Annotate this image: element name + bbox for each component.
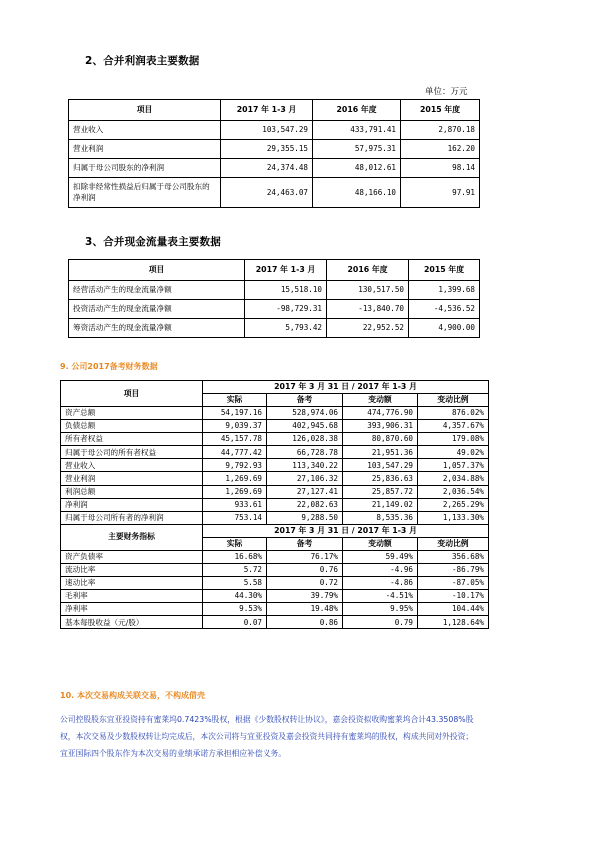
cell-value: 21,951.36: [343, 446, 418, 459]
cell-value: 54,197.16: [203, 407, 267, 420]
col-header-2017q1: 2017 年 1-3 月: [221, 100, 313, 121]
row-label: 扣除非经常性损益后归属于母公司股东的净利润: [69, 178, 221, 208]
cell-value: -13,840.70: [327, 300, 409, 319]
cell-value: 0.07: [203, 616, 267, 629]
cell-value: 753.14: [203, 511, 267, 524]
col-header-proforma: 备考: [267, 394, 343, 407]
cell-value: 393,906.31: [343, 420, 418, 433]
row-label: 净利润: [61, 498, 203, 511]
cell-value: 4,900.00: [409, 319, 480, 338]
table-row: [61, 563, 489, 576]
cell-value: 24,463.07: [221, 178, 313, 208]
row-label: 基本每股收益（元/股）: [61, 616, 203, 629]
col-header-item: 项目: [69, 260, 245, 281]
cell-value: 2,870.18: [401, 121, 480, 140]
col-header-item: 项目: [69, 100, 221, 121]
row-label: 归属于母公司的所有者权益: [61, 446, 203, 459]
col-header-indicator: 主要财务指标: [61, 524, 203, 550]
table-header-row: [61, 524, 489, 537]
cell-value: 356.68%: [418, 550, 489, 563]
row-label: 归属于母公司股东的净利润: [69, 159, 221, 178]
col-header-2015: 2015 年度: [409, 260, 480, 281]
col-header-proforma: 备考: [267, 537, 343, 550]
cell-value: 44,777.42: [203, 446, 267, 459]
table-row: [69, 178, 480, 208]
table-row: [61, 407, 489, 420]
paragraph-line: 宜亚国际四个股东作为本次交易的业绩承诺方承担相应补偿义务。: [60, 749, 287, 758]
cell-value: 22,952.52: [327, 319, 409, 338]
cell-value: 5.72: [203, 563, 267, 576]
table-row: [61, 590, 489, 603]
row-label: 资产负债率: [61, 550, 203, 563]
row-label: 流动比率: [61, 563, 203, 576]
cell-value: 9,039.37: [203, 420, 267, 433]
cell-value: 0.72: [267, 577, 343, 590]
cell-value: -98,729.31: [245, 300, 327, 319]
row-label: 利润总额: [61, 485, 203, 498]
table-row: [61, 446, 489, 459]
col-header-2015: 2015 年度: [401, 100, 480, 121]
cell-value: 2,034.88%: [418, 472, 489, 485]
cell-value: 25,857.72: [343, 485, 418, 498]
table-header-row: [69, 260, 480, 281]
col-header-change-ratio: 变动比例: [418, 394, 489, 407]
cell-value: 126,028.38: [267, 433, 343, 446]
row-label: 营业收入: [61, 459, 203, 472]
col-header-change: 变动额: [343, 394, 418, 407]
cell-value: 1,128.64%: [418, 616, 489, 629]
col-header-actual: 实际: [203, 537, 267, 550]
cell-value: 39.79%: [267, 590, 343, 603]
section3-title: 3、合并现金流量表主要数据: [85, 236, 221, 248]
row-label: 速动比率: [61, 577, 203, 590]
cell-value: 66,728.78: [267, 446, 343, 459]
cell-value: 9.53%: [203, 603, 267, 616]
table-row: [61, 433, 489, 446]
cell-value: 27,127.41: [267, 485, 343, 498]
cell-value: 57,975.31: [313, 140, 401, 159]
cell-value: 179.08%: [418, 433, 489, 446]
row-label: 经营活动产生的现金流量净额: [69, 281, 245, 300]
cell-value: 1,399.68: [409, 281, 480, 300]
cell-value: 45,157.78: [203, 433, 267, 446]
cell-value: 5.58: [203, 577, 267, 590]
cell-value: 9,792.93: [203, 459, 267, 472]
cell-value: 162.20: [401, 140, 480, 159]
cell-value: 22,082.63: [267, 498, 343, 511]
table-row: [61, 498, 489, 511]
col-header-change-ratio: 变动比例: [418, 537, 489, 550]
paragraph-line: 权，本次交易及少数股权转让均完成后，本次公司将与宜亚投资及嘉会投资共同持有蜜莱坞的股权，构成共同对外投资；: [60, 732, 474, 741]
table-row: [69, 300, 480, 319]
table-row: [69, 159, 480, 178]
table-row: [69, 140, 480, 159]
table-row: [69, 121, 480, 140]
cell-value: 130,517.50: [327, 281, 409, 300]
col-header-item: 项目: [61, 381, 203, 407]
unit-label: 单位：万元: [425, 87, 468, 97]
col-header-period: 2017 年 3 月 31 日 / 2017 年 1-3 月: [203, 524, 489, 537]
cell-value: 16.68%: [203, 550, 267, 563]
cell-value: 528,974.06: [267, 407, 343, 420]
cell-value: 876.02%: [418, 407, 489, 420]
row-label: 所有者权益: [61, 433, 203, 446]
cell-value: 4,357.67%: [418, 420, 489, 433]
cell-value: 113,340.22: [267, 459, 343, 472]
section10-title: 10. 本次交易构成关联交易，不构成借壳: [60, 691, 205, 700]
col-header-change: 变动额: [343, 537, 418, 550]
table-row: [69, 319, 480, 338]
cell-value: 104.44%: [418, 603, 489, 616]
cell-value: 433,791.41: [313, 121, 401, 140]
cell-value: 8,535.36: [343, 511, 418, 524]
cell-value: 2,265.29%: [418, 498, 489, 511]
table-row: [61, 550, 489, 563]
cell-value: 29,355.15: [221, 140, 313, 159]
income-table: [68, 99, 480, 208]
table-row: [69, 281, 480, 300]
row-label: 净利率: [61, 603, 203, 616]
cell-value: 1,269.69: [203, 485, 267, 498]
cell-value: 933.61: [203, 498, 267, 511]
table-row: [61, 616, 489, 629]
table-row: [61, 511, 489, 524]
row-label: 营业收入: [69, 121, 221, 140]
cell-value: -87.05%: [418, 577, 489, 590]
cell-value: 19.48%: [267, 603, 343, 616]
cell-value: 59.49%: [343, 550, 418, 563]
cell-value: 103,547.29: [343, 459, 418, 472]
cell-value: 49.02%: [418, 446, 489, 459]
proforma-table: [60, 380, 489, 629]
row-label: 负债总额: [61, 420, 203, 433]
section2-title: 2、合并利润表主要数据: [85, 55, 200, 67]
cell-value: -4.51%: [343, 590, 418, 603]
col-header-actual: 实际: [203, 394, 267, 407]
row-label: 投资活动产生的现金流量净额: [69, 300, 245, 319]
cell-value: 9.95%: [343, 603, 418, 616]
col-header-period: 2017 年 3 月 31 日 / 2017 年 1-3 月: [203, 381, 489, 394]
cell-value: 0.76: [267, 563, 343, 576]
cell-value: 80,870.60: [343, 433, 418, 446]
cell-value: 0.79: [343, 616, 418, 629]
cell-value: 48,012.61: [313, 159, 401, 178]
cell-value: 48,166.10: [313, 178, 401, 208]
cell-value: 21,149.02: [343, 498, 418, 511]
cell-value: -4.96: [343, 563, 418, 576]
cell-value: 474,776.90: [343, 407, 418, 420]
cashflow-table: [68, 259, 480, 338]
cell-value: 103,547.29: [221, 121, 313, 140]
cell-value: 2,036.54%: [418, 485, 489, 498]
table-row: [61, 459, 489, 472]
section9-title: 9. 公司2017备考财务数据: [60, 362, 158, 371]
cell-value: 402,945.68: [267, 420, 343, 433]
cell-value: 76.17%: [267, 550, 343, 563]
cell-value: 15,518.10: [245, 281, 327, 300]
row-label: 筹资活动产生的现金流量净额: [69, 319, 245, 338]
table-header-row: [61, 381, 489, 394]
cell-value: 27,106.32: [267, 472, 343, 485]
table-row: [61, 577, 489, 590]
table-row: [61, 472, 489, 485]
cell-value: 5,793.42: [245, 319, 327, 338]
paragraph-line: 公司控股股东宜亚投资持有蜜莱坞0.7423%股权，根据《少数股权转让协议》，嘉会投资拟收购蜜莱坞合计43.3508%股: [60, 715, 474, 724]
table-row: [61, 603, 489, 616]
cell-value: 25,836.63: [343, 472, 418, 485]
row-label: 资产总额: [61, 407, 203, 420]
col-header-2017q1: 2017 年 1-3 月: [245, 260, 327, 281]
cell-value: -10.17%: [418, 590, 489, 603]
table-row: [61, 420, 489, 433]
table-header-row: [69, 100, 480, 121]
cell-value: 0.86: [267, 616, 343, 629]
col-header-2016: 2016 年度: [327, 260, 409, 281]
cell-value: 9,288.50: [267, 511, 343, 524]
col-header-2016: 2016 年度: [313, 100, 401, 121]
cell-value: -86.79%: [418, 563, 489, 576]
cell-value: 98.14: [401, 159, 480, 178]
cell-value: 1,133.30%: [418, 511, 489, 524]
row-label: 营业利润: [69, 140, 221, 159]
cell-value: -4,536.52: [409, 300, 480, 319]
row-label: 归属于母公司所有者的净利润: [61, 511, 203, 524]
cell-value: 44.30%: [203, 590, 267, 603]
cell-value: 97.91: [401, 178, 480, 208]
cell-value: 1,269.69: [203, 472, 267, 485]
row-label: 毛利率: [61, 590, 203, 603]
cell-value: -4.86: [343, 577, 418, 590]
row-label: 营业利润: [61, 472, 203, 485]
cell-value: 24,374.48: [221, 159, 313, 178]
cell-value: 1,057.37%: [418, 459, 489, 472]
table-row: [61, 485, 489, 498]
section10-paragraph: [60, 711, 540, 762]
